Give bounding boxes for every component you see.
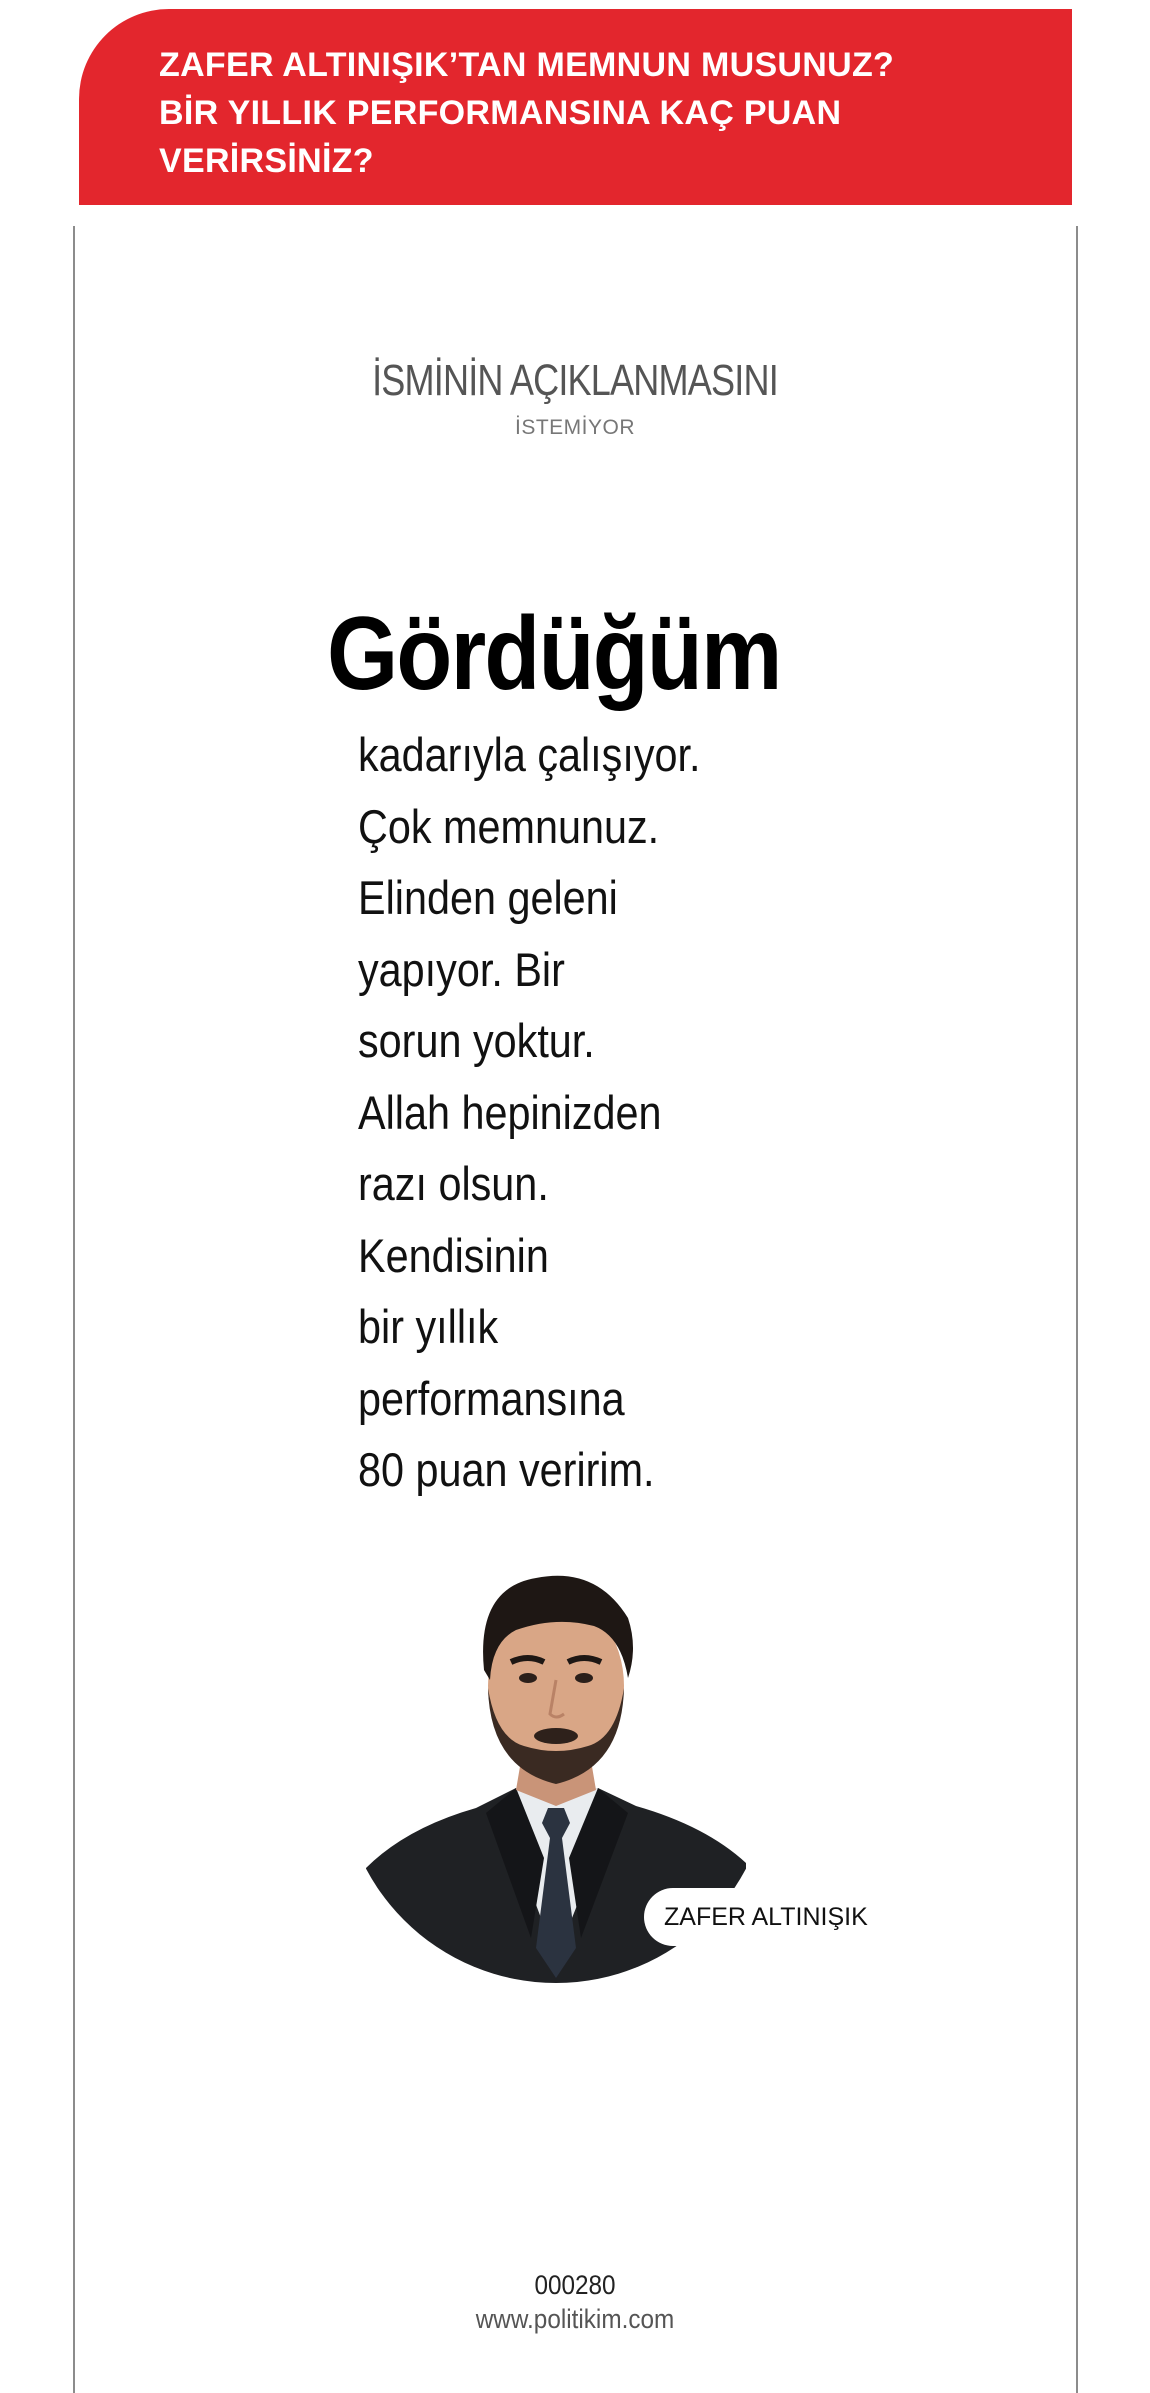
quote-line: bir yıllık [358,1300,499,1353]
quote-line: 80 puan veririm. [358,1443,655,1496]
quote-line: Çok memnunuz. [358,799,660,853]
respondent-title: İSMİNİN AÇIKLANMASINI [372,356,778,405]
header-line: ZAFER ALTINIŞIK’TAN MEMNUN MUSUNUZ? [159,46,895,84]
subject-name-badge: ZAFER ALTINIŞIK [644,1888,890,1946]
quote-line: performansına [358,1371,625,1425]
quote-line: kadarıyla çalışıyor. [358,728,701,781]
header-banner [79,9,1072,205]
header-line: BİR YILLIK PERFORMANSINA KAÇ PUAN [159,94,842,132]
header-line: VERİRSİNİZ? [159,142,374,180]
footer-url[interactable]: www.politikim.com [475,2304,675,2334]
quote-line: Allah hepinizden [358,1085,662,1139]
quote-line: Elinden geleni [358,871,618,924]
quote-line: yapıyor. Bir [358,942,565,996]
quote-body [358,719,747,1506]
frame-left-border [73,226,75,2393]
quote-line: Kendisinin [358,1228,549,1282]
quote-line: sorun yoktur. [358,1014,595,1067]
frame-right-border [1076,226,1078,2393]
quote-line: razı olsun. [358,1157,549,1210]
respondent-subtitle: İSTEMİYOR [514,416,635,439]
quote-heading: Gördüğüm [327,596,781,712]
footer-code: 000280 [534,2270,616,2300]
